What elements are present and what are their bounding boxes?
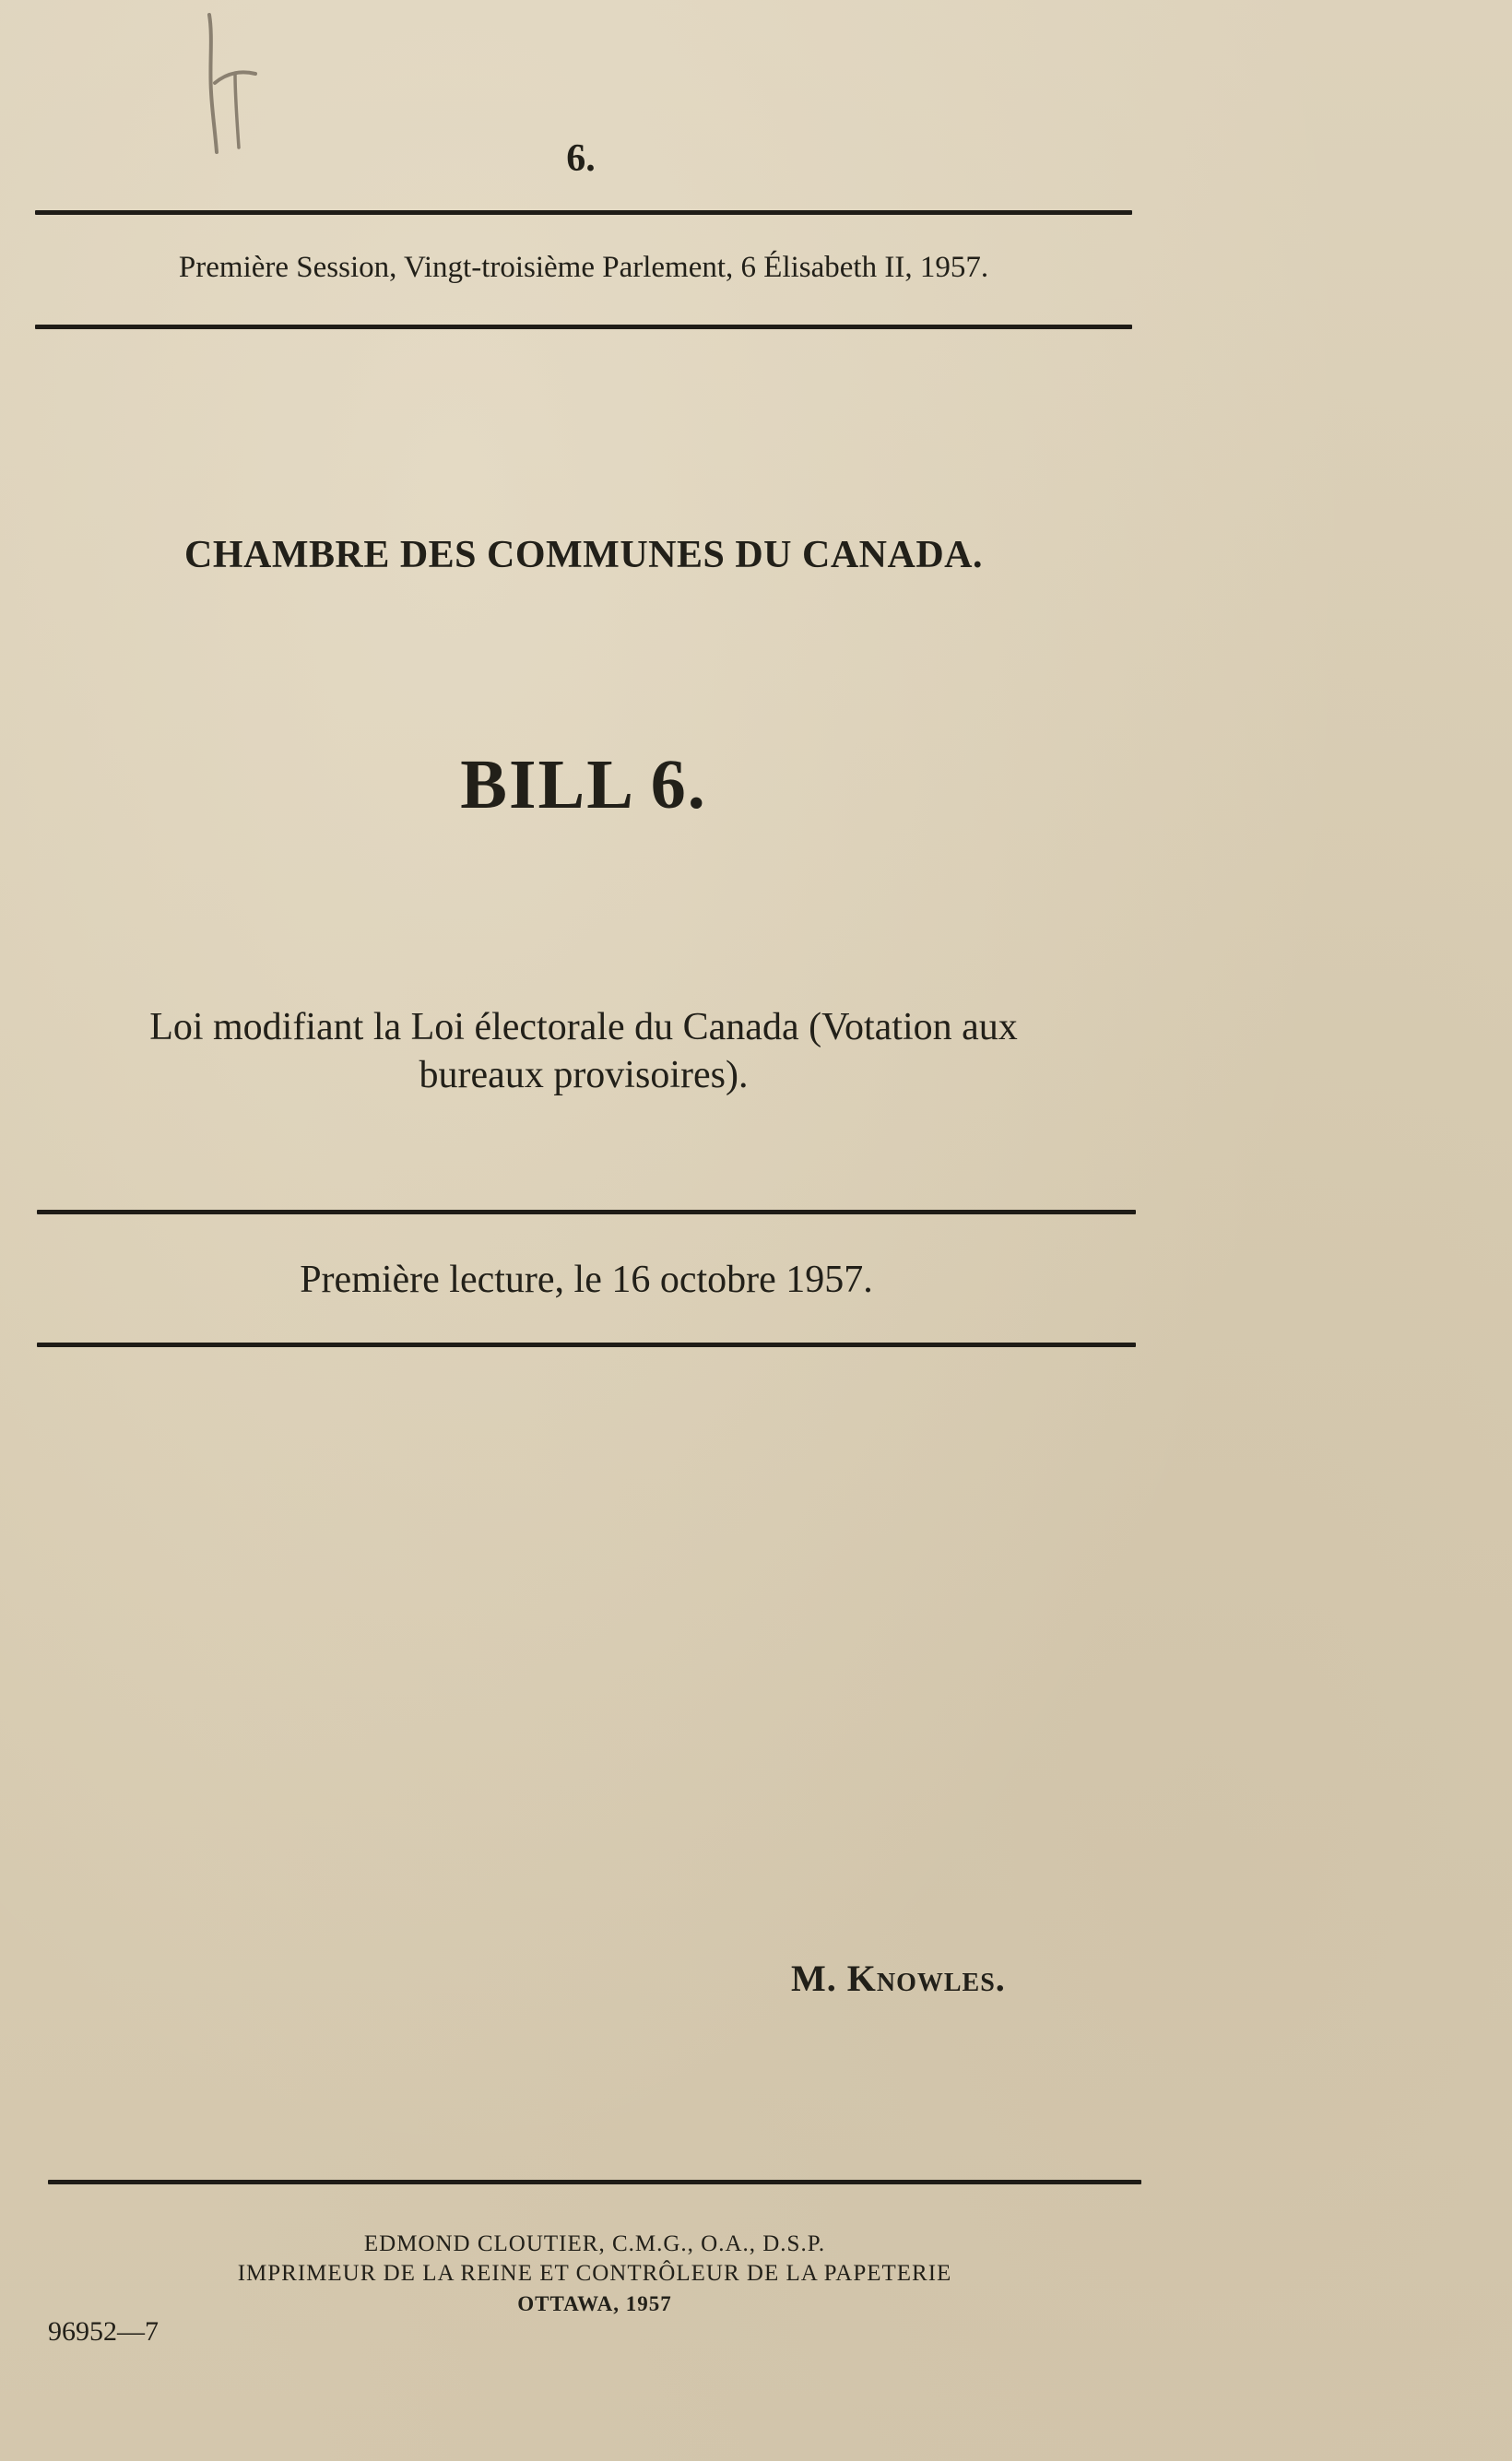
pencil-annotation [198,9,263,157]
session-rule [35,325,1132,329]
bill-description-line1: Loi modifiant la Loi électorale du Canada (Votation aux [149,1006,1018,1048]
reading-top-rule [37,1210,1136,1214]
printer-rule [48,2180,1141,2184]
sponsor: M. Knowles. [791,1958,1006,1999]
document-code: 96952—7 [48,2316,159,2347]
printer-city: OTTAWA, 1957 [517,2292,672,2315]
reading-bottom-rule [37,1343,1136,1347]
session-line: Première Session, Vingt-troisième Parlement, 6 Élisabeth II, 1957. [178,251,989,284]
page-number: 6. [566,137,596,180]
printer-name: EDMOND CLOUTIER, C.M.G., O.A., D.S.P. [363,2231,826,2256]
bill-description-line2: bureaux provisoires). [419,1054,749,1096]
top-rule [35,210,1132,215]
first-reading: Première lecture, le 16 octobre 1957. [300,1259,873,1301]
bill-title: BILL 6. [460,746,707,823]
printer-title: IMPRIMEUR DE LA REINE ET CONTRÔLEUR DE LA PAPETERIE [237,2261,952,2286]
house-heading: CHAMBRE DES COMMUNES DU CANADA. [184,534,983,576]
